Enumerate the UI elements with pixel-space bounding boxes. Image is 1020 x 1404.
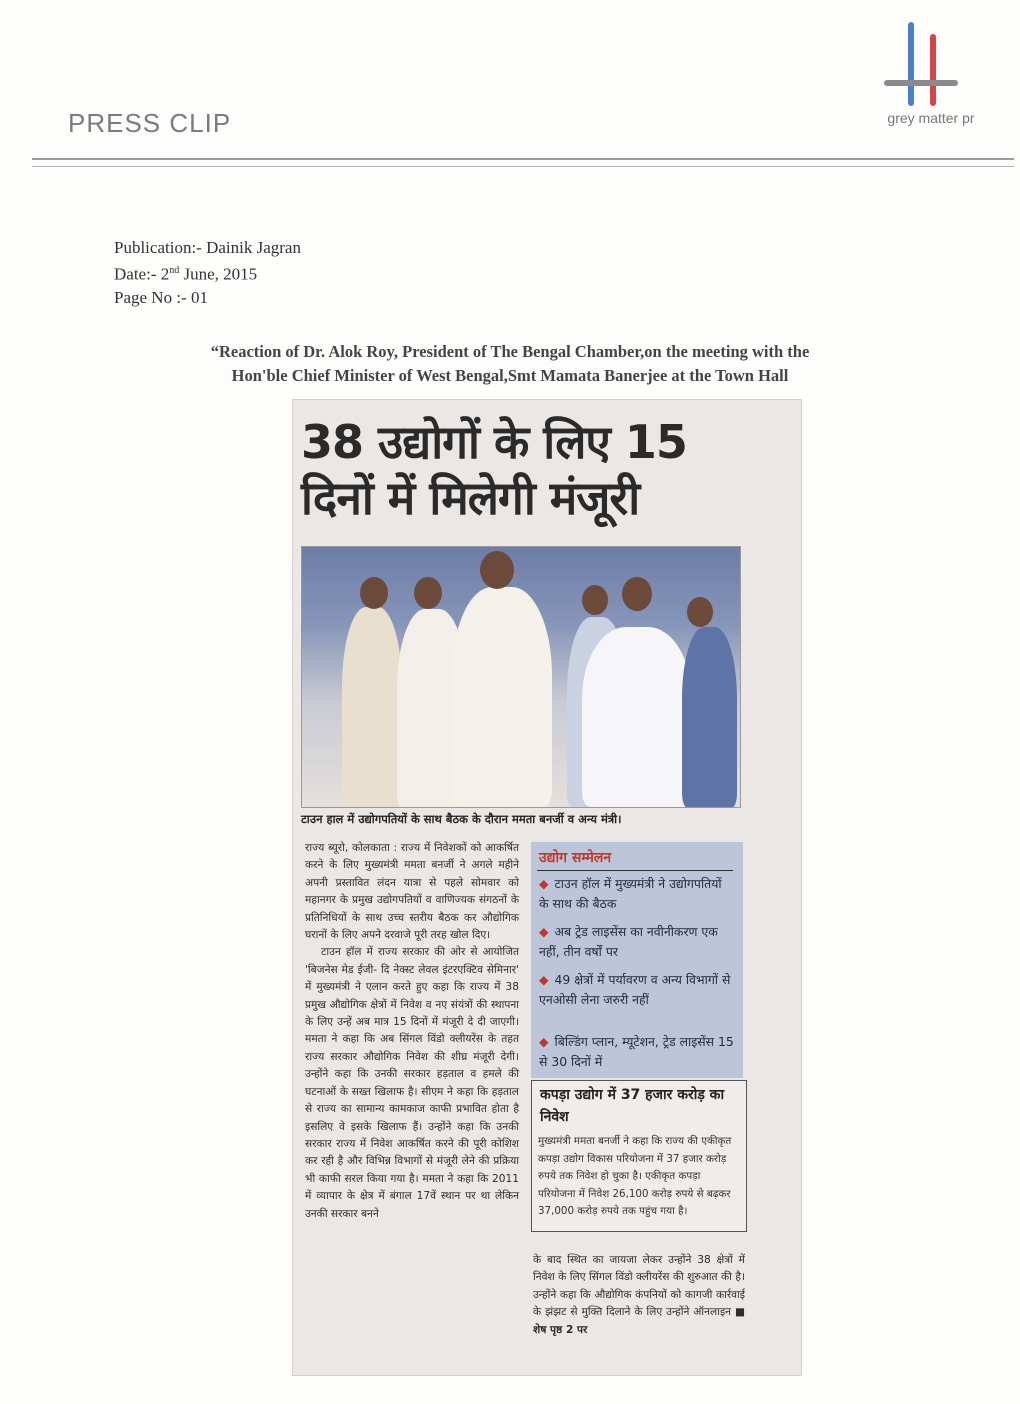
logo-red-bar bbox=[930, 34, 936, 106]
photo-person bbox=[452, 587, 552, 807]
photo-person-head bbox=[360, 577, 388, 609]
publication-name: Publication:- Dainik Jagran bbox=[114, 238, 301, 257]
article-paragraph: के बाद स्थित का जायजा लेकर उन्होंने 38 क्षेत्रों में निवेश के लिए सिंगल विंडो क्लीयरेंस की शुरुआत की है। उन्होंने कहा कि औद्योगिक कंपनियों को कागजी कार्रवाई के झंझट से मुक्ति दिलाने के लिए उन्होंने ऑनलाइन bbox=[533, 1254, 745, 1319]
press-clip-title: PRESS CLIP bbox=[68, 108, 232, 138]
logo-text: grey matter pr bbox=[887, 110, 975, 126]
photo-person-head bbox=[414, 577, 442, 609]
highlight-item: ◆ टाउन हॉल में मुख्यमंत्री ने उद्योगपतियों के साथ की बैठक bbox=[539, 876, 722, 911]
article-paragraph: राज्य ब्यूरो, कोलकाता : राज्य में निवेशकों को आकर्षित करने के लिए मुख्यमंत्री ममता बनर्जी ने अगले महीने अपनी प्रस्तावित लंदन यात्रा से पहले सोमवार को महानगर के प्रमुख उद्योगपतियों व वाणिज्यक संगठनों के प्रतिनिधियों के साथ उच्च स्तरीय बैठक कर औद्योगिक घरानों के लिए अपने दरवाजे पूरी तरह खोल दिए। bbox=[305, 842, 519, 942]
article-paragraph: टाउन हॉल में राज्य सरकार की ओर से आयोजित 'बिजनेस मेड ईजी- दि नेक्स्ट लेवल इंटरएक्टिव सेमिनार' में मुख्यमंत्री ने एलान करते हुए कहा कि राज्य में 38 प्रमुख औद्योगिक क्षेत्रों में निवेश व नए संयंत्रों की स्थापना के लिए उन्हें अब मात्र 15 दिनों में मंजूरी दे दी जाएगी। ममता ने कहा कि अब सिंगल विंडो क्लीयरेंस के तहत राज्य सरकार औद्योगिक निवेश की शीघ्र मंजूरी देगी। उन्होंने कहा कि उनकी सरकार हड़ताल व हमले की घटनाओं के सख्त खिलाफ है। सीएम ने कहा कि हड़ताल से राज्य का सामान्य कामकाज काफी प्रभावित होता है इसलिए वे इसके खिलाफ हैं। उन्होंने कहा कि उनकी सरकार राज्य में निवेश आकर्षित करने की पूरी कोशिश कर रही है और विभिन्न विभागों से मंजूरी लेने की प्रक्रिया भी काफी सरल किया गया है। ममता ने कहा कि 2011 में व्यापार के क्षेत्र में बंगाल 17वें स्थान पर था लेकिन उनकी सरकार बनने bbox=[305, 946, 519, 1220]
caption-line-2: Hon'ble Chief Minister of West Bengal,Smt Mamata Banerjee at the Town Hall bbox=[231, 366, 789, 385]
grey-matter-logo bbox=[880, 20, 980, 130]
photo-person-head bbox=[582, 585, 608, 615]
article-column-right bbox=[533, 1252, 745, 1339]
photo-person-head bbox=[687, 597, 713, 627]
highlight-item: ◆ अब ट्रेड लाइसेंस का नवीनीकरण एक नहीं, तीन वर्षों पर bbox=[539, 924, 718, 959]
article-column-left bbox=[305, 840, 519, 1223]
photo-person bbox=[582, 627, 692, 807]
bullet-icon: ◆ bbox=[539, 924, 549, 939]
clip-caption bbox=[110, 340, 910, 388]
header-divider-thin bbox=[32, 166, 1014, 167]
bullet-icon: ◆ bbox=[539, 876, 549, 891]
textile-investment-box bbox=[531, 1080, 747, 1232]
highlights-box bbox=[531, 842, 743, 1078]
article-photo bbox=[301, 546, 741, 808]
publication-date: Date:- 2nd June, 2015 bbox=[114, 264, 258, 284]
caption-line-1: “Reaction of Dr. Alok Roy, President of The Bengal Chamber,on the meeting with the bbox=[210, 342, 810, 361]
photo-person bbox=[682, 627, 737, 807]
highlights-divider bbox=[537, 870, 733, 871]
photo-person-head bbox=[480, 551, 514, 589]
logo-blue-bar bbox=[908, 22, 914, 106]
page-number: Page No :- 01 bbox=[114, 287, 208, 307]
textile-box-title: कपड़ा उद्योग में 37 हजार करोड़ का निवेश bbox=[540, 1087, 725, 1125]
headline-line-2: दिनों में मिलेगी मंजूरी bbox=[301, 471, 640, 525]
headline-line-1: 38 उद्योगों के लिए 15 bbox=[301, 415, 687, 469]
highlight-item: ◆ बिल्डिंग प्लान, म्यूटेशन, ट्रेड लाइसेंस 15 से 30 दिनों में bbox=[539, 1034, 734, 1069]
highlights-title: उद्योग सम्मेलन bbox=[539, 850, 612, 866]
header-divider bbox=[32, 158, 1014, 160]
bullet-icon: ◆ bbox=[539, 972, 549, 987]
newspaper-clipping bbox=[292, 399, 802, 1376]
highlight-item: ◆ 49 क्षेत्रों में पर्यावरण व अन्य विभागों से एनओसी लेना जरुरी नहीं bbox=[539, 972, 731, 1007]
photo-person bbox=[342, 607, 402, 807]
continued-marker: ■ शेष पृष्ठ 2 पर bbox=[533, 1306, 745, 1336]
photo-caption: टाउन हाल में उद्योगपतियों के साथ बैठक के दौरान ममता बनर्जी व अन्य मंत्री। bbox=[301, 812, 622, 826]
photo-person-head bbox=[622, 577, 652, 611]
article-headline bbox=[301, 414, 791, 526]
publication-meta bbox=[114, 236, 301, 309]
bullet-icon: ◆ bbox=[539, 1034, 549, 1049]
logo-grey-bar bbox=[884, 80, 958, 86]
textile-box-body: मुख्यमंत्री ममता बनर्जी ने कहा कि राज्य की एकीकृत कपड़ा उद्योग विकास परियोजना में 37 हजार करोड़ रुपये तक निवेश हो चुका है। एकीकृत कपड़ा परियोजना में निवेश 26,100 करोड़ रुपये से बढ़कर 37,000 करोड़ रुपये तक पहुंच गया है। bbox=[538, 1135, 732, 1217]
